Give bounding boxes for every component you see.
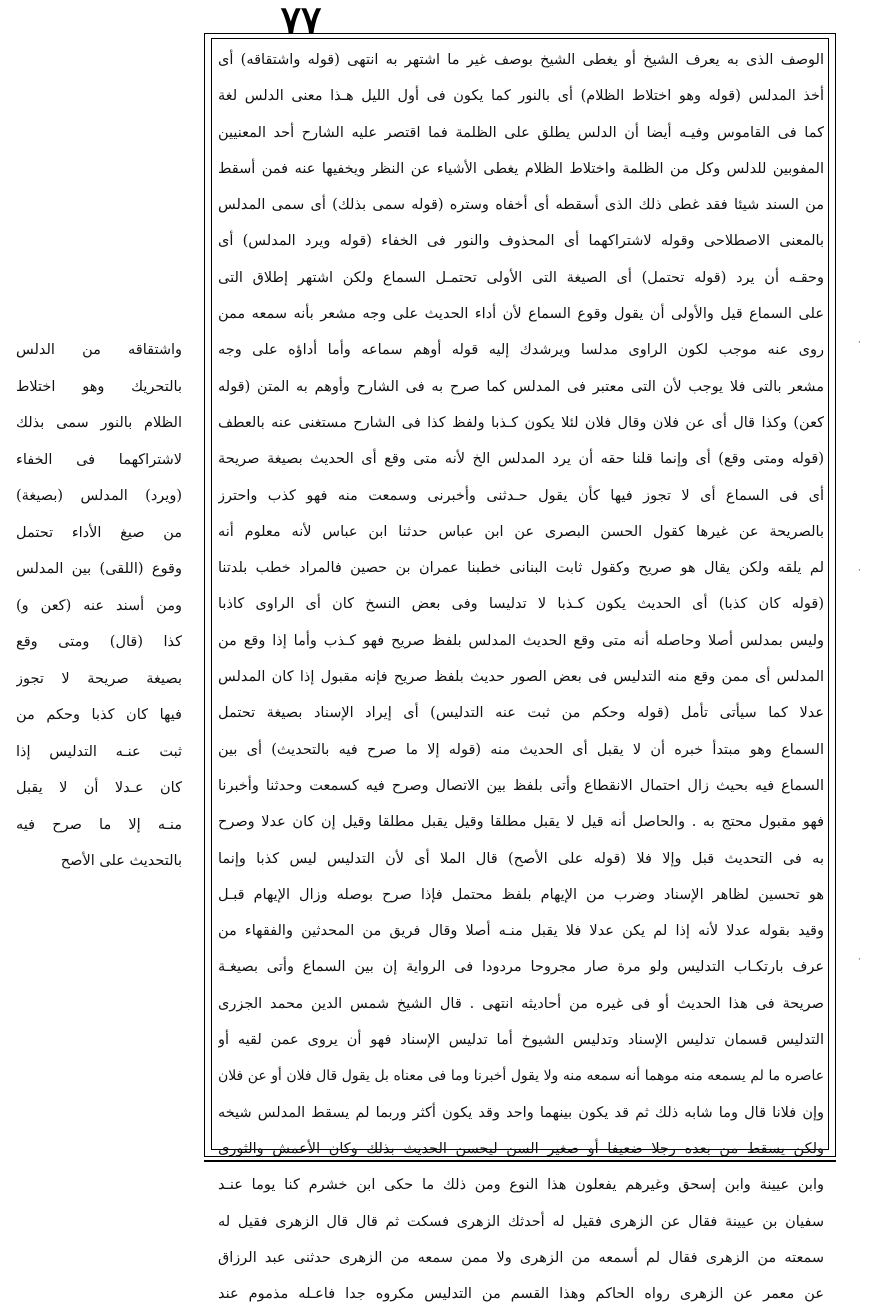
commentary-line: الوصف الذى به يعرف الشيخ أو يغطى الشيخ بوصف غير ما اشتهر به انتهى (قوله واشتقاقه) أى [218, 52, 824, 68]
commentary-line: عاصره ما لم يسمعه منه موهما أنه سمعه منه ولا يقول أخبرنا وما فى معناه بل يقول قال فلان أو عن فلان [218, 1068, 824, 1085]
commentary-line: سفيان بن عيينة فقال عن الزهرى فقيل له أحدثك الزهرى فسكت ثم قال قال الزهرى فقيل له [218, 1213, 824, 1230]
matn-line: كذا (قال) ومتى وقع [16, 634, 182, 650]
commentary-line: (قوله كان كذبا) أى الحديث يكون كـذبا لا تدليسا وفى بعض النسخ كان أى الراوى كاذبا [218, 596, 824, 613]
commentary-body [218, 42, 824, 1303]
matn-line: بالتحريك وهو اختلاط [16, 378, 182, 395]
matn-line: (ويرد) المدلس (بصيغة) [16, 488, 182, 504]
commentary-line: صريحة فى هذا الحديث أو فى غيره من أحاديثه انتهى . قال الشيخ شمس الدين محمد الجزرى [218, 995, 824, 1012]
matn-line: منـه إلا ما صرح فيه [16, 816, 182, 833]
commentary-line: السماع وهو مبتدأ خبره أن لا يقبل أى الحديث منه (قوله إلا ما صرح فيه بالتحديث) أى بين [218, 741, 824, 758]
commentary-line: وقيد بقوله عدلا لأنه إذا لم يكن عدلا فلا يقبل منـه أصلا وقال فريق من المحدثين والفقهاء من [218, 923, 824, 940]
matn-line: كان عـدلا أن لا يقبل [16, 780, 182, 796]
commentary-line: هو تحسين لظاهر الإسناد وضرب من الإيهام بلفظ محتمل فإذا صرح بوصله وزال الإيهام قبـل [218, 886, 824, 903]
matn-line: لاشتراكهما فى الخفاء [16, 451, 182, 468]
commentary-line: لم يلقه ولكن يقال هو صريح وكقول ثابت البنانى خطبنا عمران بن حصين فالمراد خطب بلدتنا [218, 560, 824, 577]
commentary-line: عرف بارتكـاب التدليس ولو مرة صار مجروحا مردودا فى الرواية إن بين السماع وأتى بصيغـة [218, 959, 824, 976]
commentary-line: عن معمر عن الزهرى رواه الحاكم وهذا القسم من التدليس مكروه جدا فاعـله مذموم عند [218, 1286, 824, 1303]
commentary-line: المدلس أى ممن وقع منه التدليس فى بعض الصور حديث بلفظ صريح فإنه مقبول إذا كان المدلس [218, 669, 824, 686]
commentary-line: وإن فلانا قال وما شابه ذلك ثم قد يكون بينهما واحد وقد يكون أكثر وربما لم يسقط المدلس شيخه [218, 1104, 824, 1121]
matn-line: واشتقاقه من الدلس [16, 342, 182, 358]
commentary-line: (قوله ومتى وقع) أى وإنما قلنا حقه أن يرد المدلس الخ لأنه متى وقع أى الحديث بصيغة صريحة [218, 451, 824, 468]
matn-line: بالتحديث على الأصح [60, 853, 182, 869]
commentary-line: السماع فيه بحيث زال احتمال الانقطاع وأتى بلفظ بين الاتصال وصرح فيه كسمعت وحدثنا وأخبرنا [218, 777, 824, 794]
commentary-line: روى عنه موجب لكون الراوى مدلسا ويرشدك إليه قوله أوهم سماعه وأما أداؤه على وجه [218, 342, 824, 359]
matn-line: ثبت عنـه التدليس إذا [16, 743, 182, 760]
commentary-line: عدلا كما سيأتى تأمل (قوله وحكم من ثبت عنه التدليس) أى إيراد الإسناد بصيغة تحتمل [218, 705, 824, 722]
commentary-line: كعن) وكذا قال أى عن فلان وقال فلان لئلا يكون كـذبا ولفظ كذا فى الشارح مستغنى عنه بالعطف [218, 414, 824, 431]
commentary-line: ولكن يسقط من بعده رجلا ضعيفا أو صغير السن ليحسن الحديث بذلك وكان الأعمش والثورى [218, 1140, 824, 1157]
margin-dot: · [858, 955, 861, 965]
matn-line: ومن أسند عنه (كعن و) [16, 597, 182, 614]
margin-dot: · [858, 566, 861, 576]
commentary-line: وحقـه أن يرد (قوله تحتمل) أى الصيغة التى الأولى تحتمـل السماع ولكن اشتهر إطلاق التى [218, 269, 824, 286]
matn-line: وقوع (اللقى) بين المدلس [16, 561, 182, 577]
commentary-line: كما فى القاموس وفيـه أيضا أن الدلس يطلق على الظلمة فما اقتصر عليه الشارح أحد المعنيين [218, 124, 824, 141]
commentary-line: سمعته من الزهرى فقال لم أسمعه من الزهرى ولا ممن سمعه من الزهرى حدثنى عبد الرزاق [218, 1249, 824, 1266]
margin-dot: · [858, 338, 861, 348]
commentary-line: على السماع قيل والأولى أن يقول وقوع السماع لأن أداء الحديث على وجه مشعر بأنه سمعه ممن [218, 306, 824, 323]
commentary-line: وليس بمدلس أصلا وحاصله أنه متى وقع الحديث المدلس بلفظ صريح فهو كـذب وأما إذا وقع من [218, 632, 824, 649]
commentary-line: فهو مقبول محتج به . والحاصل أنه قيل لا يقبل مطلقا وقيل يقبل مطلقا وقيل إن كان عدلا وصرح [218, 814, 824, 831]
page-number: ٧٧ [280, 0, 322, 42]
commentary-line: أخذ المدلس (قوله وهو اختلاط الظلام) أى بالنور كما يكون فى أول الليل هـذا معنى الدلس لغة [218, 88, 824, 105]
commentary-line: المفوبين للدلس وكل من الظلمة واختلاط الظلام يغطى الأشياء عن النظر ويخفيها عنه فمن أسقط [218, 160, 824, 177]
commentary-line: بالمعنى الاصطلاحى وقوله لاشتراكهما أى المحذوف والنور فى الخفاء (قوله ويرد المدلس) أى [218, 233, 824, 250]
matn-line: فيها كان كذبا وحكم من [16, 707, 182, 723]
matn-line: بصيغة صريحة لا تجوز [16, 670, 182, 687]
matn-line: الظلام بالنور سمى بذلك [16, 415, 182, 431]
commentary-line: التدليس قسمان تدليس الإسناد وتدليس الشيوخ أما تدليس الإسناد فهو أن يروى عمن لقيه أو [218, 1032, 824, 1049]
commentary-line: مشعر بالتى فلا يوجب لأن التى معتبر فى المدلس كما صرح به فى الشارح وأوهم به المتن (قوله [218, 378, 824, 395]
commentary-line: بالصريحة عن غيرها كقول الحسن البصرى عن ابن عباس حدثنا ابن عباس لأنه معلوم أنه [218, 523, 824, 540]
margin-matn-text [16, 332, 182, 880]
commentary-line: وابن عيينة وابن إسحق وغيرهم يفعلون هذا النوع ومن ذلك ما حكى ابن خشرم كنا يوما عنـد [218, 1177, 824, 1194]
matn-line: من صيغ الأداء تحتمل [16, 524, 182, 541]
commentary-line: به فى التحديث قبل وإلا فلا (قوله على الأصح) قال الملا أى لأن التدليس ليس كذبا وإنما [218, 850, 824, 867]
commentary-line: أى فى السماع أى لا تجوز فيها كأن يقول حـدثنى وأخبرنى وسمعت منه فهو كذب واحترز [218, 487, 824, 504]
commentary-line: من السند شيئا فقد غطى ذلك الذى أسقطه أى أخفاه وستره (قوله سمى بذلك) أى سمى المدلس [218, 197, 824, 214]
